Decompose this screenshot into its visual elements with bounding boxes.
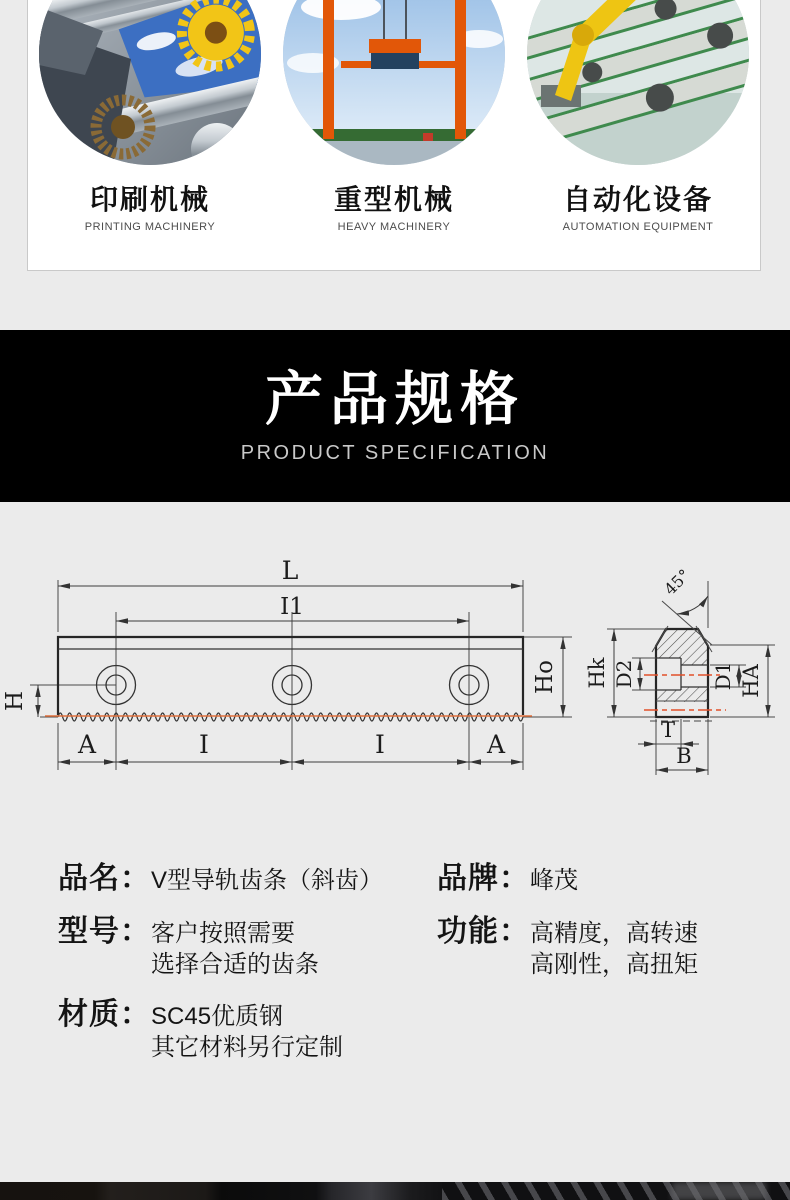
spec-value: 峰茂 xyxy=(530,867,578,894)
spec-row-material xyxy=(58,997,383,1063)
spec-value: 选择合适的齿条 xyxy=(151,951,319,978)
dim-label-hk: Hk xyxy=(585,657,609,689)
spec-label: 材质： xyxy=(58,998,151,1031)
heavy-machinery-image xyxy=(283,0,505,165)
spec-row-brand xyxy=(437,861,698,897)
application-subtitle: PRINTING MACHINERY xyxy=(84,221,216,233)
dim-label-b: B xyxy=(676,744,692,768)
printing-machinery-image xyxy=(39,0,261,165)
dim-label-d2: D2 xyxy=(612,659,636,689)
spec-label: 品牌： xyxy=(437,862,530,895)
dim-label-i-left: I xyxy=(199,730,209,759)
details-left-column xyxy=(58,861,383,1080)
spec-label: 功能： xyxy=(437,915,530,948)
dim-label-t: T xyxy=(660,718,676,742)
application-subtitle: HEAVY MACHINERY xyxy=(337,221,451,233)
spec-label: 型号： xyxy=(58,915,151,948)
spec-label: 品名： xyxy=(58,862,151,895)
bottom-photo-strip xyxy=(0,1182,790,1200)
dim-label-ha: HA xyxy=(739,664,763,698)
application-title: 印刷机械 xyxy=(89,184,210,215)
dim-label-a-right: A xyxy=(486,730,506,759)
dim-label-hole-spacing: I1 xyxy=(280,594,304,620)
application-subtitle: AUTOMATION EQUIPMENT xyxy=(562,221,714,233)
heavy-machinery-illustration xyxy=(283,0,505,165)
dim-label-a-left: A xyxy=(77,730,97,759)
technical-drawing xyxy=(0,530,790,820)
spec-value: V型导轨齿条（斜齿） xyxy=(151,867,384,894)
automation-equipment-image xyxy=(527,0,749,165)
application-automation xyxy=(516,0,760,270)
dim-label-chamfer-angle: 45° xyxy=(660,565,694,599)
spec-value: 高精度，高转速 xyxy=(530,920,698,947)
dim-label-ho: Ho xyxy=(532,660,558,694)
spec-row-function xyxy=(437,914,698,980)
dim-label-tooth-height: H xyxy=(2,690,28,712)
dim-label-total-length: L xyxy=(281,556,299,585)
details-right-column xyxy=(437,861,698,997)
automation-equipment-illustration xyxy=(527,0,749,165)
applications-section xyxy=(27,0,761,271)
spec-value: 其它材料另行定制 xyxy=(151,1034,343,1061)
product-spec-banner xyxy=(0,330,790,502)
application-title: 自动化设备 xyxy=(562,184,713,215)
spec-row-model xyxy=(58,914,383,980)
spec-value: 客户按照需要 xyxy=(151,920,295,947)
application-title: 重型机械 xyxy=(333,184,454,215)
spec-row-product-name xyxy=(58,861,383,897)
application-heavy xyxy=(272,0,516,270)
application-printing xyxy=(28,0,272,270)
spec-value: 高刚性，高扭矩 xyxy=(530,951,698,978)
spec-value: SC45优质钢 xyxy=(151,1003,284,1030)
banner-subtitle: PRODUCT SPECIFICATION xyxy=(240,442,550,464)
dim-label-i-right: I xyxy=(375,730,385,759)
metal-highlight xyxy=(672,1182,767,1200)
banner-title: 产品规格 xyxy=(264,367,525,432)
printing-machinery-illustration xyxy=(39,0,261,165)
dim-label-d1: D1 xyxy=(711,661,735,691)
